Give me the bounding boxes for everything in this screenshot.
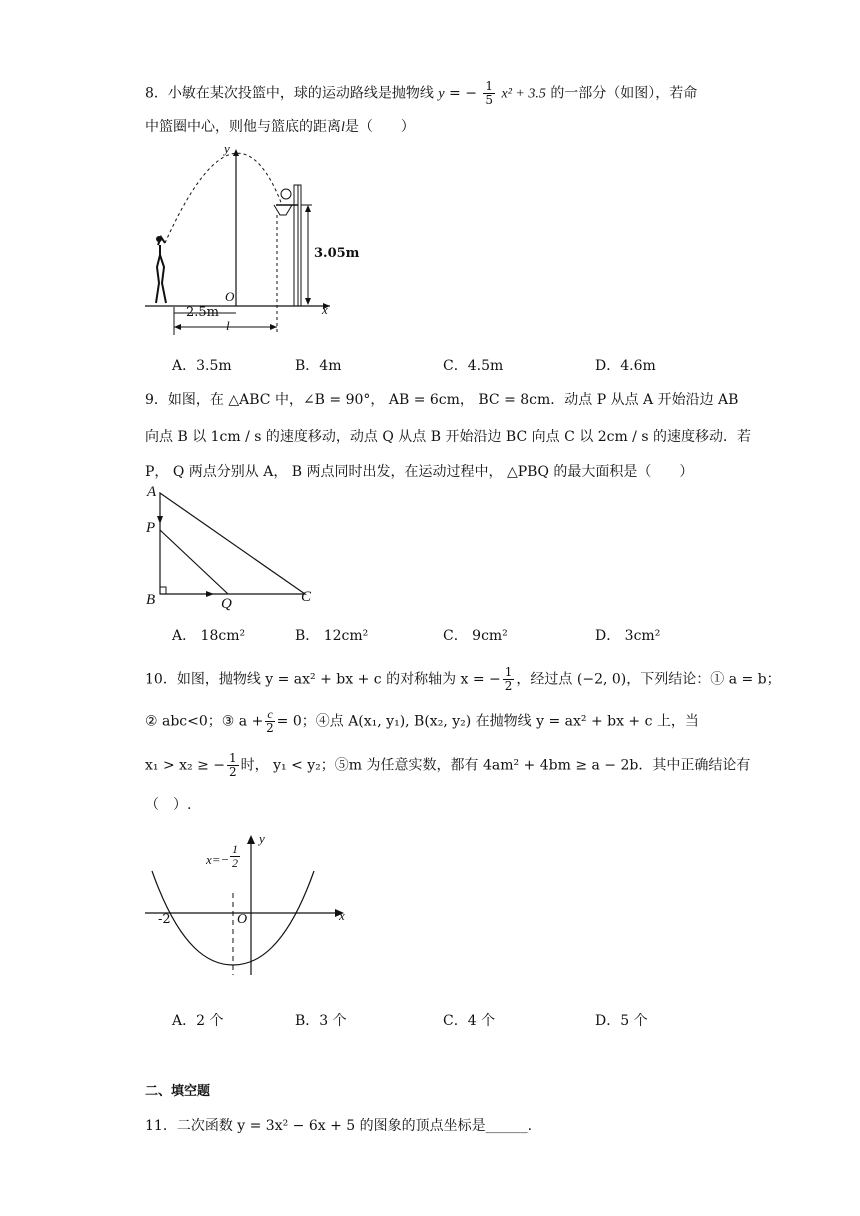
q8-formula-y: y	[438, 86, 445, 102]
q9-label-q: Q	[221, 596, 232, 612]
q10-line4: （ ）.	[145, 797, 192, 813]
q8-option-b[interactable]: B．4m	[295, 358, 342, 374]
q9-option-b[interactable]: B． 12cm²	[295, 628, 369, 644]
q8-figure	[140, 145, 350, 345]
q8-line1	[145, 80, 697, 107]
q8-height-label: 3.05m	[314, 246, 360, 261]
q9-label-p: P	[146, 520, 156, 536]
q10-option-c[interactable]: C．4 个	[443, 1013, 496, 1029]
q10-y-label: y	[259, 831, 265, 846]
q10-x-label: x	[339, 908, 345, 923]
q8-formula-rest: x² + 3.5	[501, 86, 546, 102]
q10-neg2-label: -2	[158, 912, 171, 927]
q11-answer-blank[interactable]: ______	[485, 1118, 528, 1134]
q8-formula-eq: = −	[449, 85, 477, 102]
q8-y-label: y	[224, 141, 230, 156]
q10-option-b[interactable]: B．3 个	[295, 1013, 347, 1029]
q9-option-a[interactable]: A． 18cm²	[172, 628, 246, 644]
q10-option-a[interactable]: A．2 个	[172, 1013, 224, 1029]
section-title: 二、填空题	[145, 1084, 211, 1099]
q10-figure	[140, 835, 355, 980]
q8-x-label: x	[322, 302, 328, 317]
q8-option-d[interactable]: D．4.6m	[595, 358, 656, 374]
q10-axis-label: x=−	[206, 852, 230, 867]
q10-origin-label: O	[237, 912, 248, 927]
q9-option-c[interactable]: C． 9cm²	[443, 628, 508, 644]
q8-dist-label: 2.5m	[186, 305, 220, 320]
q8-text-post: 的一部分（如图），若命	[550, 85, 698, 102]
q8-option-c[interactable]: C．4.5m	[443, 358, 504, 374]
q8-text-pre: 8．小敏在某次投篮中，球的运动路线是抛物线	[145, 85, 434, 102]
q8-fraction: $\frac{1}{5}$	[485, 79, 494, 107]
q9-line2: 向点 B 以 1cm / s 的速度移动，动点 Q 从点 B 开始沿边 BC 向点 C 以 2cm / s 的速度移动．若	[145, 429, 751, 445]
q10-line3: x₁ > x₂ ≥ − $\frac{1}{2}$ 时， y₁ < y₂；⑤m 为任意实数，都有 4am² + 4bm ≥ a − 2b．其中正确结论有	[145, 751, 751, 779]
q11-line: 11．二次函数 y = 3x² − 6x + 5 的图象的顶点坐标是______.	[145, 1118, 533, 1134]
q8-origin-label: O	[225, 289, 235, 304]
q9-line3: P， Q 两点分别从 A， B 两点同时出发，在运动过程中， △PBQ 的最大面积是（ ）	[145, 464, 694, 480]
q9-label-b: B	[146, 592, 156, 608]
q10-line1: 10．如图，抛物线 y = ax² + bx + c 的对称轴为 x = − $\frac{1}{2}$ ，经过点 (−2, 0)，下列结论：① a = b；	[145, 665, 781, 693]
q9-label-c: C	[301, 589, 312, 605]
q9-option-d[interactable]: D． 3cm²	[595, 628, 661, 644]
q8-option-a[interactable]: A．3.5m	[172, 358, 232, 374]
q9-label-a: A	[147, 484, 157, 500]
q8-l-label: l	[226, 318, 230, 333]
q8-line2: 中篮圈中心，则他与篮底的距离l是（ ）	[145, 119, 415, 135]
q10-option-d[interactable]: D．5 个	[595, 1013, 648, 1029]
q10-axis-fraction: $\frac{1}{2}$	[232, 842, 238, 870]
q10-line2: ② abc<0；③ a + $\frac{c}{2}$ = 0；④点 A(x₁, y₁), B(x₂, y₂) 在抛物线 y = ax² + bx + c 上，当	[145, 707, 699, 735]
q9-line1: 9．如图，在 △ABC 中，∠B = 90°， AB = 6cm， BC = 8cm．动点 P 从点 A 开始沿边 AB	[145, 392, 739, 408]
